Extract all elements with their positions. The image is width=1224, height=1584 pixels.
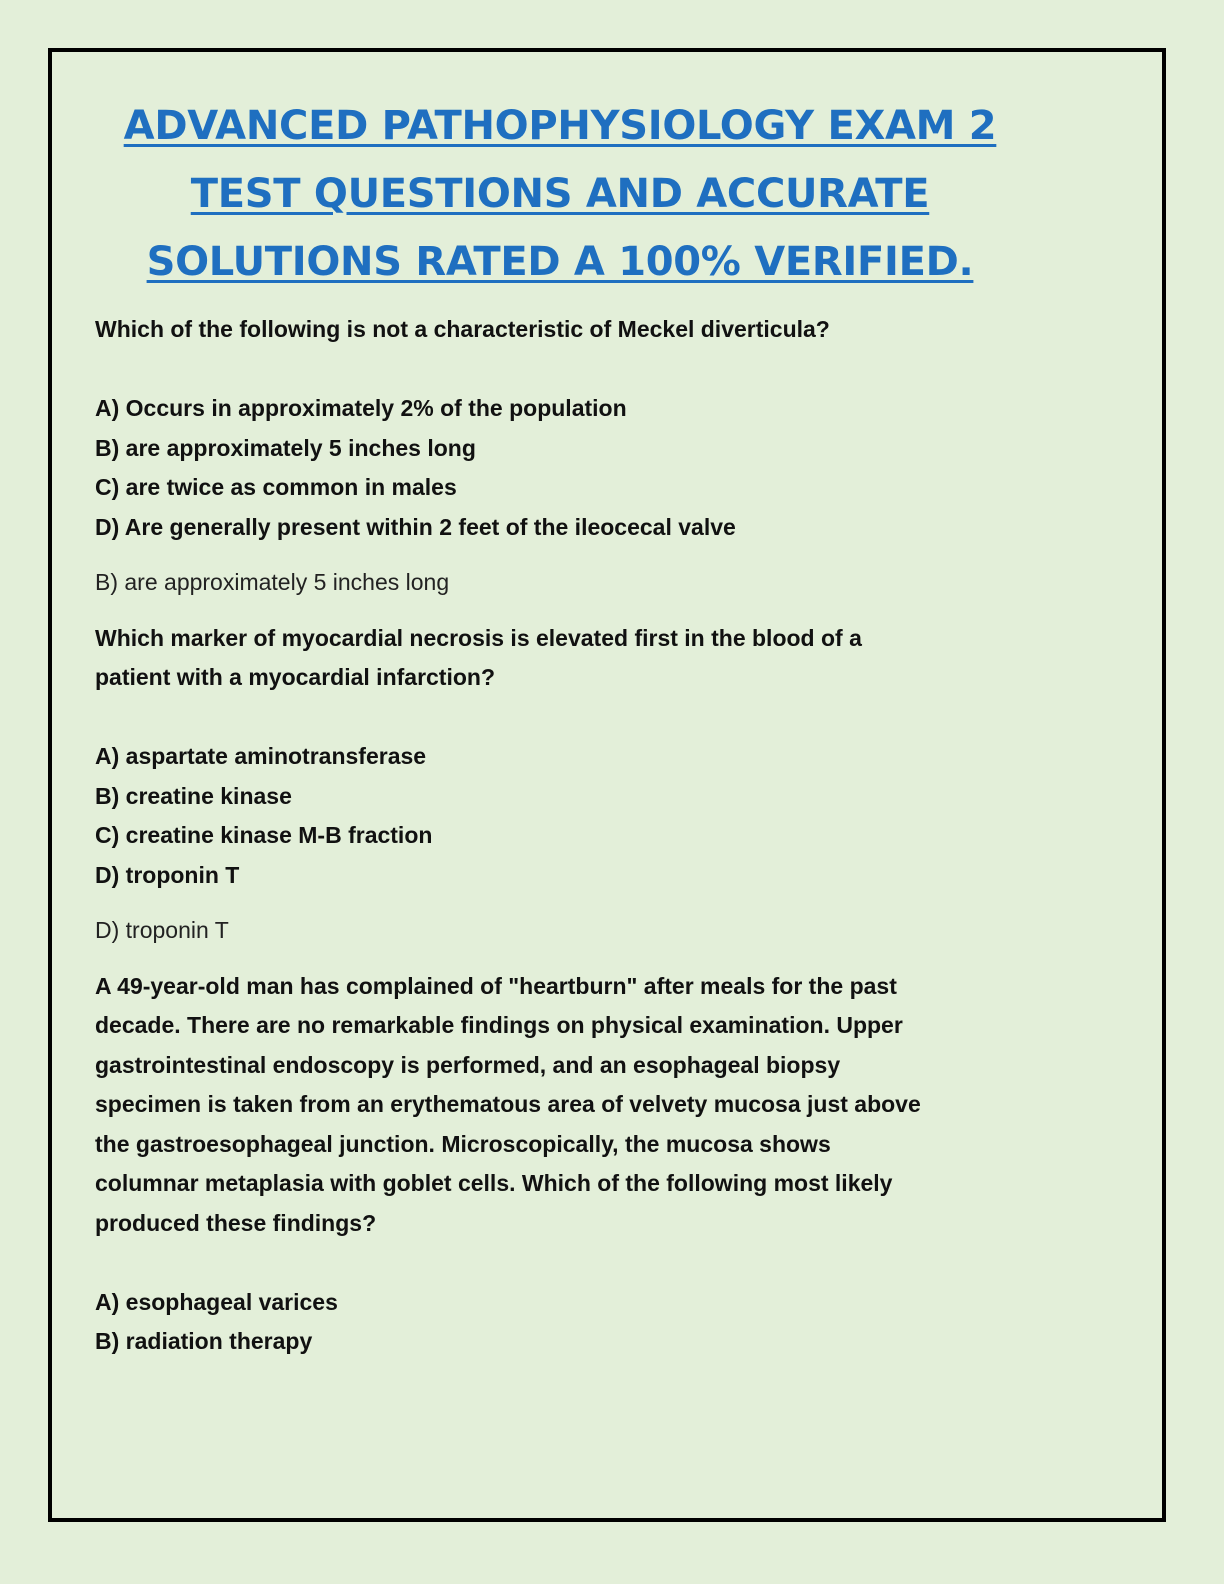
question-2-option-c: C) creatine kinase M-B fraction: [95, 822, 433, 848]
question-block-2: [95, 619, 1025, 951]
question-2-prompt-line-2: patient with a myocardial infarction?: [95, 664, 496, 690]
question-3-spacer: [95, 1243, 1025, 1283]
document-body: [95, 92, 1025, 1362]
question-2-answer: D) troponin T: [95, 917, 229, 943]
question-1-option-b: B) are approximately 5 inches long: [95, 434, 476, 461]
question-1-option-c: C) are twice as common in males: [95, 474, 457, 500]
question-2-option-a: A) aspartate aminotransferase: [95, 743, 427, 769]
question-1-spacer: [95, 350, 1025, 390]
question-3-prompt-line-3: gastrointestinal endoscopy is performed, and an esophageal biopsy: [95, 1051, 841, 1078]
question-3-prompt-line-6: columnar metaplasia with goblet cells. Which of the following most likely: [95, 1170, 893, 1196]
question-2-option-d: D) troponin T: [95, 861, 240, 888]
question-3-prompt-line-7: produced these findings?: [95, 1209, 377, 1236]
document-title: [95, 92, 1025, 296]
question-block-3: [95, 967, 1025, 1362]
question-1-answer: B) are approximately 5 inches long: [95, 569, 450, 595]
title-line-2: TEST QUESTIONS AND ACCURATE: [190, 171, 930, 217]
question-3-prompt-line-5: the gastroesophageal junction. Microscopically, the mucosa shows: [95, 1130, 831, 1157]
title-line-1: ADVANCED PATHOPHYSIOLOGY EXAM 2: [123, 103, 997, 149]
question-2-option-b: B) creatine kinase: [95, 782, 292, 809]
question-3-option-b: B) radiation therapy: [95, 1328, 313, 1354]
question-3-option-a: A) esophageal varices: [95, 1288, 338, 1315]
question-block-1: [95, 310, 1025, 603]
question-3-prompt-line-1: A 49-year-old man has complained of "heartburn" after meals for the past: [95, 972, 897, 999]
title-line-3: SOLUTIONS RATED A 100% VERIFIED.: [146, 239, 974, 285]
question-3-prompt-line-2: decade. There are no remarkable findings on physical examination. Upper: [95, 1012, 903, 1038]
question-1-option-d: D) Are generally present within 2 feet of the ileocecal valve: [95, 513, 736, 540]
question-2-spacer: [95, 698, 1025, 738]
question-1-prompt-line-1: Which of the following is not a characteristic of Meckel diverticula?: [95, 316, 830, 342]
question-2-prompt-line-1: Which marker of myocardial necrosis is elevated first in the blood of a: [95, 624, 862, 651]
question-1-option-a: A) Occurs in approximately 2% of the population: [95, 395, 627, 421]
question-3-prompt-line-4: specimen is taken from an erythematous area of velvety mucosa just above: [95, 1091, 921, 1117]
